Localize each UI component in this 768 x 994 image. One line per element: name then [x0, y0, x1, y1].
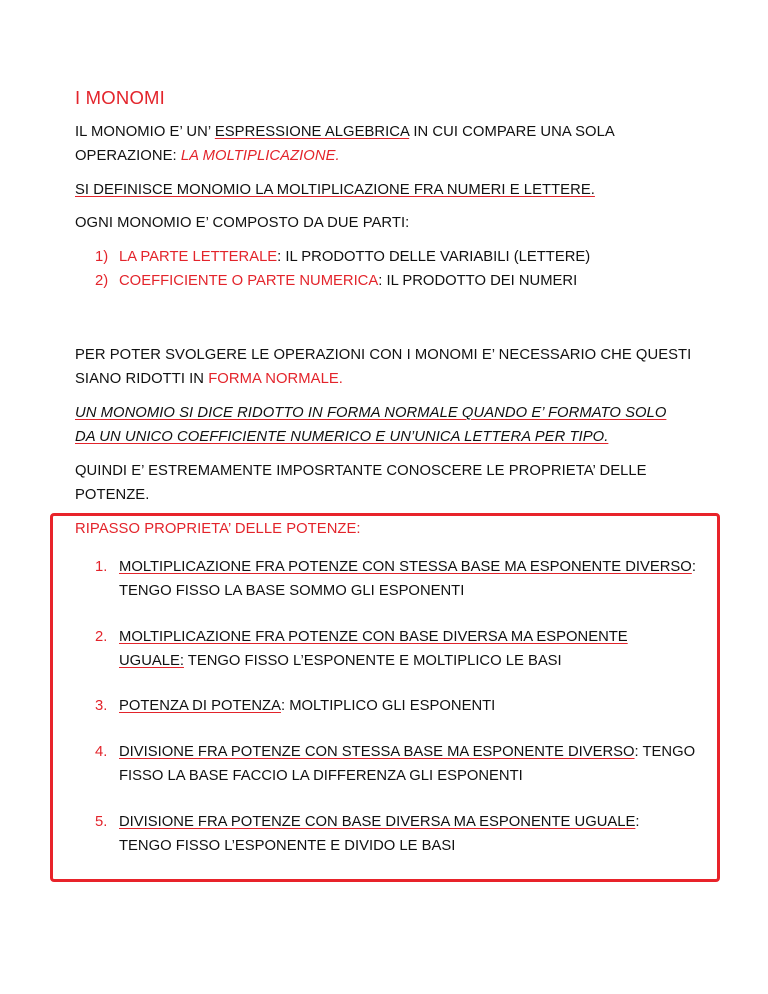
rule-line-1 — [75, 402, 666, 424]
list-item — [95, 246, 590, 268]
property-number: 1. — [95, 559, 108, 575]
list-desc: : IL PRODOTTO DEI NUMERI — [378, 273, 578, 289]
property-text: : MOLTIPLICO GLI ESPONENTI — [280, 698, 496, 714]
parts-intro: OGNI MONOMIO E’ COMPOSTO DA DUE PARTI: — [75, 215, 410, 231]
property-desc: TENGO FISSO LA BASE SOMMO GLI ESPONENTI — [119, 583, 465, 599]
property-line — [119, 811, 640, 833]
property-desc: FISSO LA BASE FACCIO LA DIFFERENZA GLI ESPONENTI — [119, 768, 523, 784]
normal-form-line-2 — [75, 368, 343, 390]
intro-keyword: ESPRESSIONE ALGEBRICA — [214, 124, 410, 140]
property-line — [119, 650, 562, 672]
therefore-line-2: POTENZE. — [75, 487, 150, 503]
property-number: 2. — [95, 629, 108, 645]
property-number: 4. — [95, 744, 108, 760]
property-text: : TENGO — [634, 744, 696, 760]
list-number: 1) — [95, 249, 109, 265]
property-title: POTENZA DI POTENZA — [119, 698, 281, 714]
property-line — [119, 556, 696, 578]
list-label: COEFFICIENTE O PARTE NUMERICA — [119, 273, 379, 289]
property-title: UGUALE: — [119, 653, 184, 669]
property-title: MOLTIPLICAZIONE FRA POTENZE CON STESSA BASE MA ESPONENTE DIVERSO — [119, 559, 692, 575]
property-line — [119, 695, 495, 717]
normal-form-emphasis: FORMA NORMALE. — [208, 371, 343, 387]
property-text: : — [635, 814, 640, 830]
rule-line-2 — [75, 426, 608, 448]
property-number: 3. — [95, 698, 108, 714]
definition — [75, 179, 595, 201]
property-title: DIVISIONE FRA POTENZE CON BASE DIVERSA MA ESPONENTE UGUALE — [119, 814, 636, 830]
list-item — [95, 270, 577, 292]
page-title: I MONOMI — [75, 87, 165, 108]
intro-text: OPERAZIONE: — [75, 148, 181, 164]
list-desc: : IL PRODOTTO DELLE VARIABILI (LETTERE) — [277, 249, 591, 265]
normal-form-line-1: PER POTER SVOLGERE LE OPERAZIONI CON I MONOMI E’ NECESSARIO CHE QUESTI — [75, 347, 692, 363]
normal-form-text: SIANO RIDOTTI IN — [75, 371, 209, 387]
property-number: 5. — [95, 814, 108, 830]
list-number: 2) — [95, 273, 109, 289]
rule-text: DA UN UNICO COEFFICIENTE NUMERICO E UN’UNICA LETTERA PER TIPO. — [75, 429, 609, 445]
property-text: TENGO FISSO L’ESPONENTE E MOLTIPLICO LE BASI — [183, 653, 562, 669]
rule-text: UN MONOMIO SI DICE RIDOTTO IN FORMA NORMALE QUANDO E’ FORMATO SOLO — [75, 405, 667, 421]
property-desc: TENGO FISSO L’ESPONENTE E DIVIDO LE BASI — [119, 838, 456, 854]
definition-text: SI DEFINISCE MONOMIO LA MOLTIPLICAZIONE FRA NUMERI E LETTERE. — [75, 182, 595, 198]
review-heading: RIPASSO PROPRIETA’ DELLE POTENZE: — [75, 521, 361, 537]
intro-emphasis: LA MOLTIPLICAZIONE. — [180, 148, 340, 164]
list-label: LA PARTE LETTERALE — [119, 249, 278, 265]
property-title: DIVISIONE FRA POTENZE CON STESSA BASE MA ESPONENTE DIVERSO — [119, 744, 635, 760]
intro-line-2 — [75, 145, 340, 167]
intro-text: IL MONOMIO E’ UN’ — [75, 124, 215, 140]
therefore-line-1: QUINDI E’ ESTREMAMENTE IMPOSRTANTE CONOSCERE LE PROPRIETA’ DELLE — [75, 463, 647, 479]
property-line — [119, 626, 628, 648]
property-line — [119, 741, 695, 763]
property-text: : — [691, 559, 696, 575]
intro-line-1 — [75, 121, 615, 143]
property-title: MOLTIPLICAZIONE FRA POTENZE CON BASE DIVERSA MA ESPONENTE — [119, 629, 628, 645]
intro-text: IN CUI COMPARE UNA SOLA — [409, 124, 615, 140]
